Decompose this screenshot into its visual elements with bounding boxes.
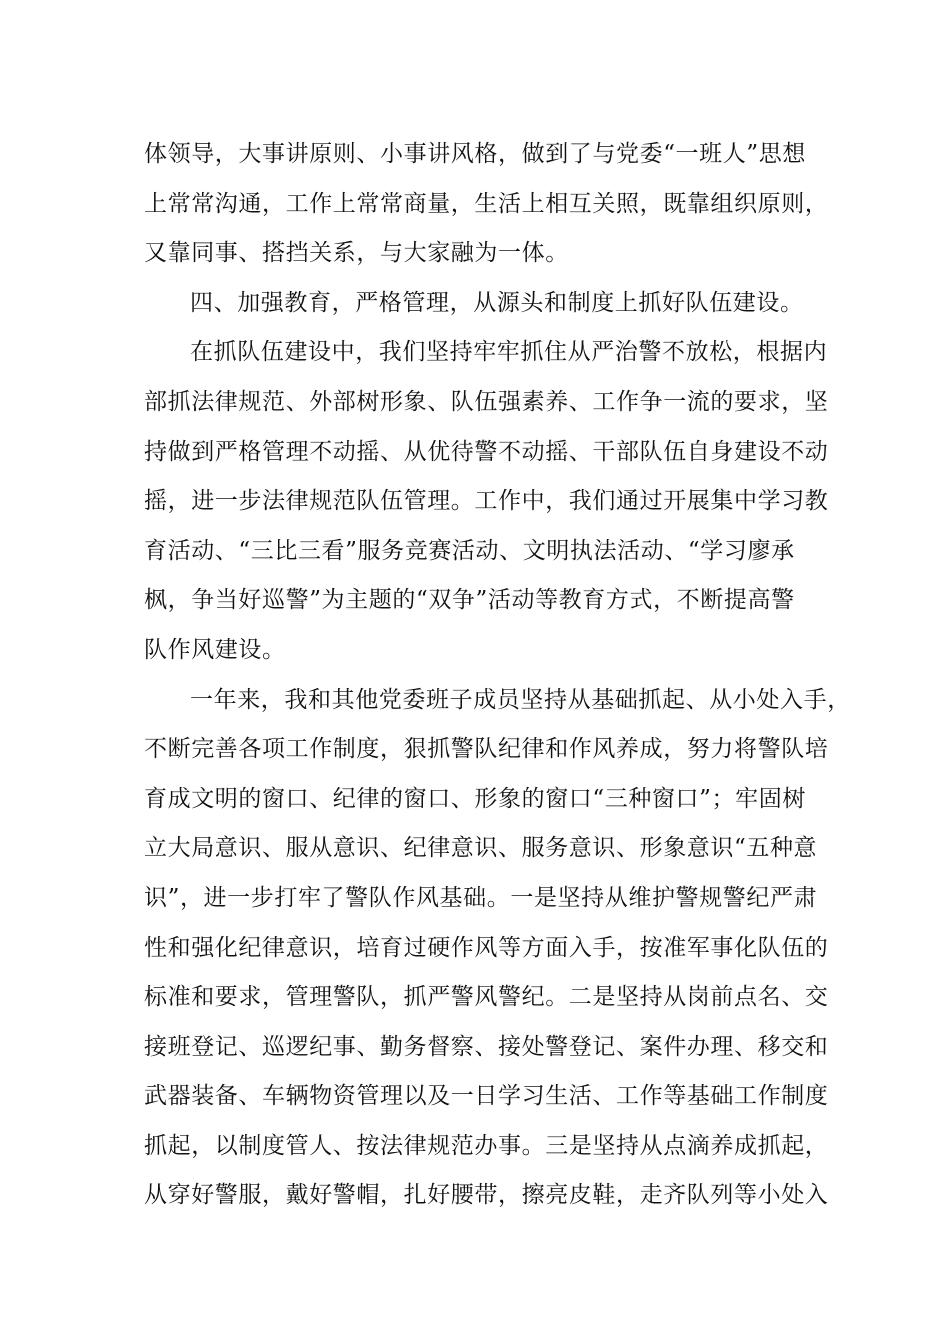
text-line: 从穿好警服，戴好警帽，扎好腰带，擦亮皮鞋，走齐队列等小处入 — [144, 1182, 829, 1209]
paragraph — [144, 676, 851, 1222]
text-line: 立大局意识、服从意识、纪律意识、服务意识、形象意识“五种意 — [144, 835, 818, 862]
paragraph — [144, 130, 829, 279]
text-line: 识”，进一步打牢了警队作风基础。一是坚持从维护警规警纪严肃 — [144, 884, 818, 911]
text-line: 接班登记、巡逻纪事、勤务督察、接处警登记、案件办理、移交和 — [144, 1033, 829, 1060]
document-body — [144, 130, 851, 1221]
text-line: 枫，争当好巡警”为主题的“双争”活动等教育方式，不断提高警 — [144, 587, 795, 614]
text-line: 不断完善各项工作制度，狠抓警队纪律和作风养成，努力将警队培 — [144, 736, 829, 763]
text-line: 又靠同事、搭挡关系，与大家融为一体。 — [144, 240, 569, 267]
text-line: 育成文明的窗口、纪律的窗口、形象的窗口“三种窗口”；牢固树 — [144, 785, 806, 812]
text-line: 标准和要求，管理警队，抓严警风警纪。二是坚持从岗前点名、交 — [144, 984, 829, 1011]
text-line: 性和强化纪律意识，培育过硬作风等方面入手，按准军事化队伍的 — [144, 934, 829, 961]
text-line: 四、加强教育，严格管理，从源头和制度上抓好队伍建设。 — [190, 289, 804, 316]
text-line: 持做到严格管理不动摇、从优待警不动摇、干部队伍自身建设不动 — [144, 438, 829, 465]
text-line: 在抓队伍建设中，我们坚持牢牢抓住从严治警不放松，根据内 — [190, 339, 828, 366]
text-line: 部抓法律规范、外部树形象、队伍强素养、工作争一流的要求，坚 — [144, 388, 829, 415]
text-line: 队作风建设。 — [144, 636, 286, 663]
text-line: 一年来，我和其他党委班子成员坚持从基础抓起、从小处入手， — [190, 686, 851, 713]
text-line: 武器装备、车辆物资管理以及一日学习生活、工作等基础工作制度 — [144, 1083, 829, 1110]
section-heading — [144, 279, 824, 329]
text-line: 摇，进一步法律规范队伍管理。工作中，我们通过开展集中学习教 — [144, 488, 829, 515]
text-line: 上常常沟通，工作上常常商量，生活上相互关照，既靠组织原则， — [144, 190, 829, 217]
paragraph — [144, 328, 829, 675]
text-line: 体领导，大事讲原则、小事讲风格，做到了与党委“一班人”思想 — [144, 141, 806, 167]
text-line: 抓起，以制度管人、按法律规范办事。三是坚持从点滴养成抓起， — [144, 1132, 829, 1159]
text-line: 育活动、“三比三看”服务竞赛活动、文明执法活动、“学习廖承 — [144, 537, 795, 564]
